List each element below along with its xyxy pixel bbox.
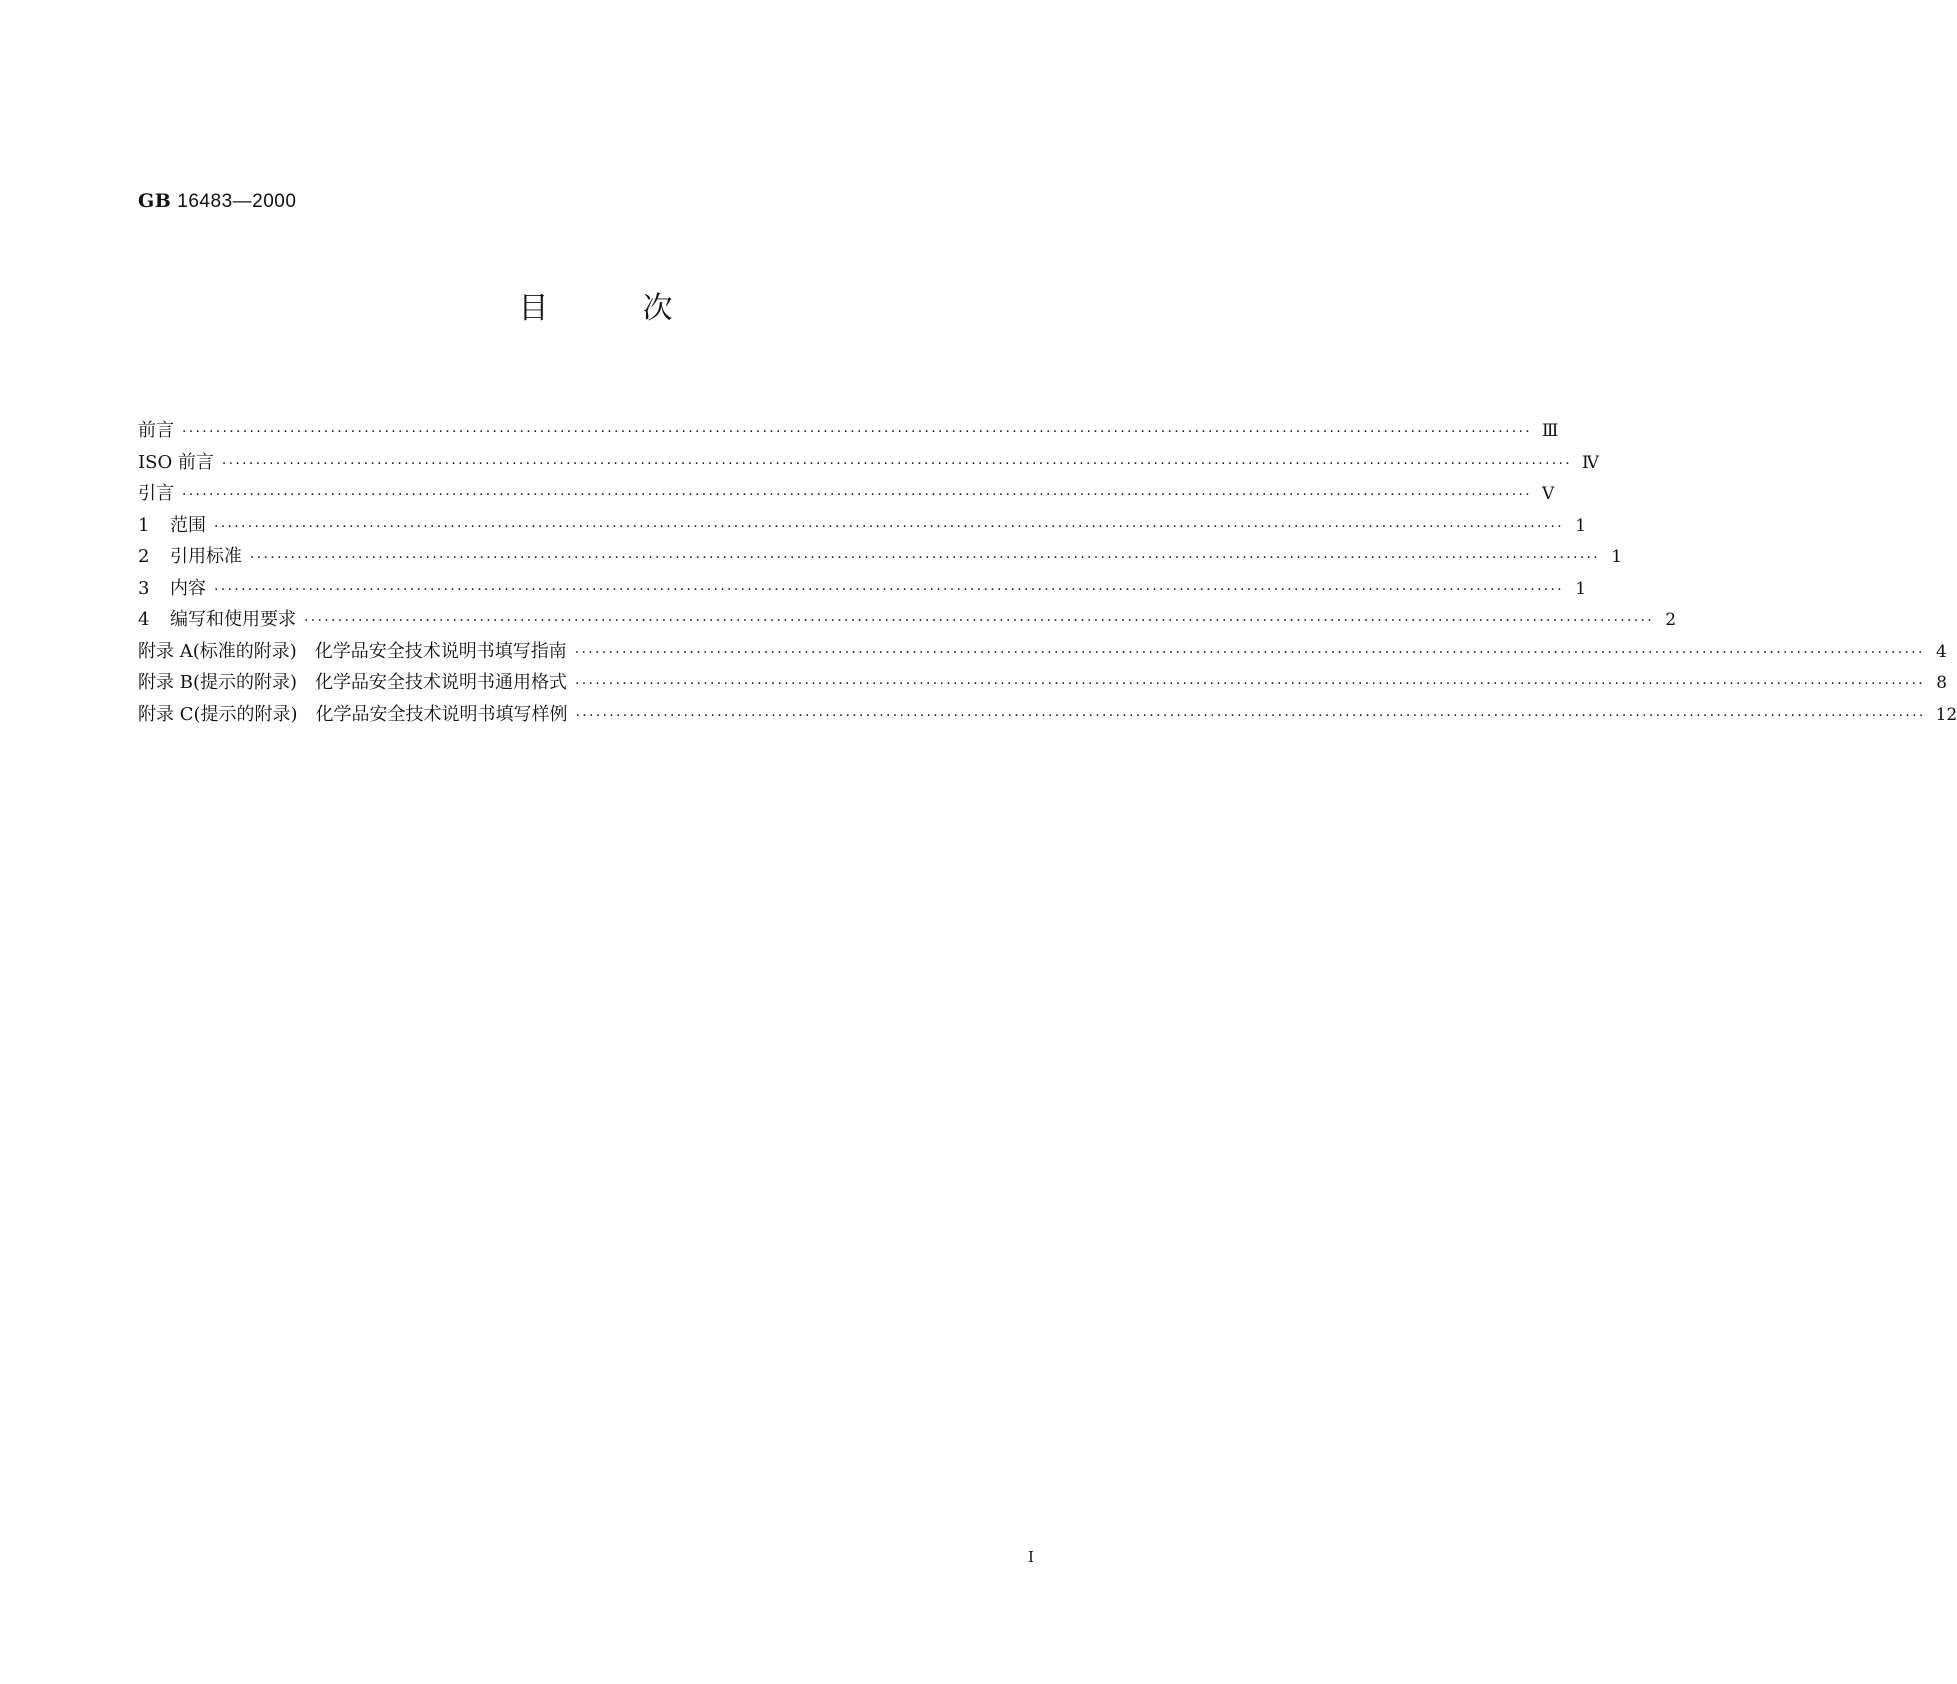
toc-entry-page: 4 xyxy=(1935,641,1947,662)
toc-entry-preface[interactable] xyxy=(138,416,1559,448)
leader-dots: ········································································································································································································ xyxy=(250,550,1601,566)
toc-entry-label: 引用标准 xyxy=(170,546,242,567)
toc-entry-label: 附录 C(提示的附录) 化学品安全技术说明书填写样例 xyxy=(138,703,568,725)
toc-entry-label: 编写和使用要求 xyxy=(170,609,296,630)
toc-entry-label: 内容 xyxy=(170,577,206,599)
toc-entry-page: 8 xyxy=(1936,673,1948,693)
standard-prefix: GB xyxy=(138,190,172,212)
toc-entry-content[interactable] xyxy=(138,574,1587,606)
leader-dots: ········································································································································································································ xyxy=(214,518,1565,535)
toc-entry-number: 1 xyxy=(138,514,150,536)
toc-entry-page: 2 xyxy=(1665,610,1677,630)
toc-entry-number: 3 xyxy=(138,577,150,599)
toc-entry-label: 引言 xyxy=(138,483,174,504)
leader-dots: ········································································································································································································ xyxy=(221,455,1572,472)
toc-entry-label: 前言 xyxy=(138,420,174,441)
toc-entry-page: Ⅴ xyxy=(1542,484,1555,504)
toc-entry-requirements[interactable] xyxy=(138,605,1677,637)
leader-dots: ········································································································································································································ xyxy=(574,644,1925,661)
leader-dots: ········································································································································································································ xyxy=(304,613,1655,629)
toc-entry-scope[interactable] xyxy=(138,511,1587,543)
toc-entry-page: 12 xyxy=(1935,704,1957,725)
toc-entry-number: 4 xyxy=(138,609,150,630)
leader-dots: ········································································································································································································ xyxy=(182,487,1533,503)
toc-entry-normative-references[interactable] xyxy=(138,542,1623,574)
page-number: I xyxy=(1028,1548,1034,1566)
toc-entry-introduction[interactable] xyxy=(138,479,1555,511)
toc-entry-page: 1 xyxy=(1575,578,1587,599)
toc-entry-label: 附录 B(提示的附录) 化学品安全技术说明书通用格式 xyxy=(138,672,567,693)
toc-entry-iso-preface[interactable] xyxy=(138,448,1599,480)
leader-dots: ········································································································································································································ xyxy=(214,581,1565,598)
toc-entry-number: 2 xyxy=(138,546,150,567)
toc-entry-annex-a[interactable] xyxy=(138,637,1947,669)
document-header xyxy=(138,190,296,213)
toc-entry-page: Ⅳ xyxy=(1581,452,1599,473)
toc-entry-label-wrap xyxy=(138,574,214,600)
toc-entry-label-wrap xyxy=(138,511,214,537)
toc-entry-annex-c[interactable] xyxy=(138,700,1957,732)
leader-dots: ········································································································································································································ xyxy=(575,707,1926,724)
standard-number: 16483—2000 xyxy=(177,191,297,212)
leader-dots: ········································································································································································································ xyxy=(575,676,1926,692)
page-title: 目次 xyxy=(518,291,767,326)
toc-entry-label: ISO 前言 xyxy=(138,451,214,473)
toc-entry-page: Ⅲ xyxy=(1542,421,1559,441)
toc-entry-page: 1 xyxy=(1611,547,1623,567)
table-of-contents xyxy=(138,416,1957,731)
toc-entry-annex-b[interactable] xyxy=(138,668,1948,700)
toc-entry-label-wrap xyxy=(138,542,250,568)
toc-entry-label-wrap xyxy=(138,605,304,631)
toc-entry-label: 附录 A(标准的附录) 化学品安全技术说明书填写指南 xyxy=(138,640,567,662)
toc-entry-label: 范围 xyxy=(170,514,206,536)
leader-dots: ········································································································································································································ xyxy=(182,424,1533,440)
toc-entry-page: 1 xyxy=(1575,515,1587,536)
